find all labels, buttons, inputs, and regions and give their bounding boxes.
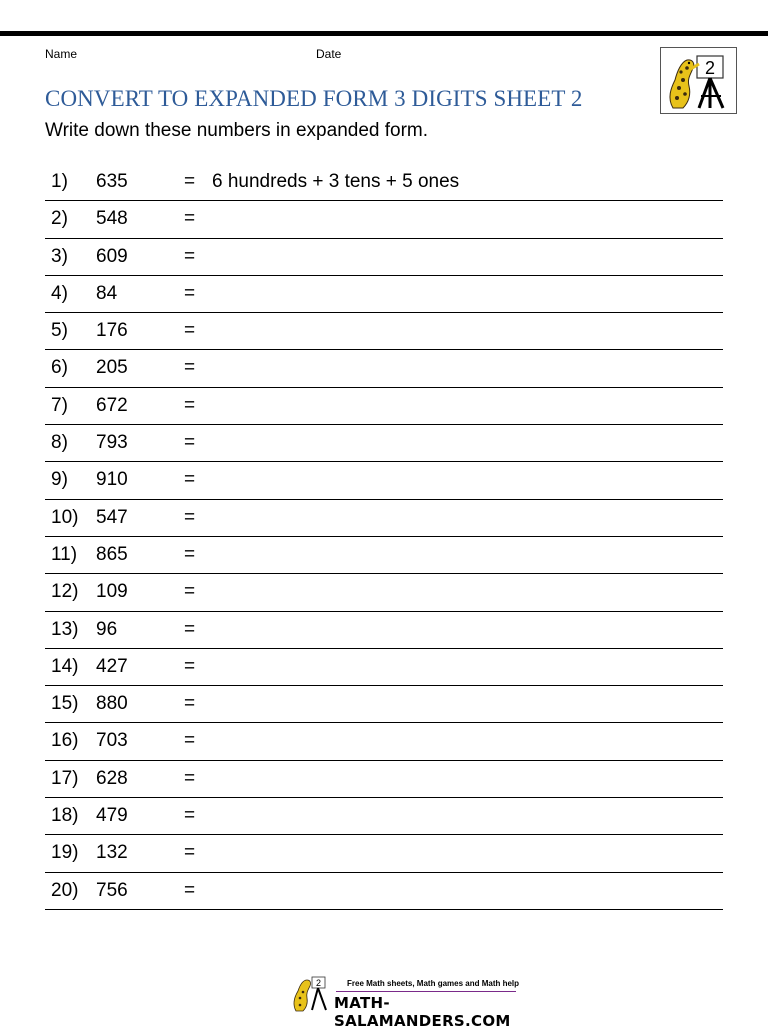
question-number: 15) [51, 693, 79, 715]
logo-badge-number: 2 [704, 58, 716, 78]
question-row [45, 388, 723, 425]
question-row [45, 835, 723, 872]
question-row [45, 612, 723, 649]
question-value: 548 [96, 208, 128, 230]
question-number: 8) [51, 432, 68, 454]
equals-sign: = [184, 245, 196, 267]
question-row [45, 276, 723, 313]
question-row [45, 649, 723, 686]
question-value: 628 [96, 767, 128, 789]
page-title: CONVERT TO EXPANDED FORM 3 DIGITS SHEET 2 [45, 86, 583, 111]
question-number: 14) [51, 655, 79, 677]
equals-sign: = [184, 432, 196, 454]
question-value: 793 [96, 432, 128, 454]
question-value: 703 [96, 730, 128, 752]
question-value: 96 [96, 618, 118, 640]
question-row [45, 798, 723, 835]
question-number: 17) [51, 767, 79, 789]
question-row [45, 723, 723, 760]
footer-tagline: Free Math sheets, Math games and Math help [347, 979, 520, 988]
question-row [45, 873, 723, 910]
question-row [45, 201, 723, 238]
equals-sign: = [184, 543, 196, 565]
equals-sign: = [184, 842, 196, 864]
question-number: 3) [51, 245, 68, 267]
question-value: 205 [96, 357, 128, 379]
question-row [45, 500, 723, 537]
equals-sign: = [184, 282, 196, 304]
question-number: 11) [51, 543, 78, 565]
question-number: 10) [51, 506, 79, 528]
question-number: 2) [51, 208, 68, 230]
question-row [45, 164, 723, 201]
question-row [45, 686, 723, 723]
equals-sign: = [184, 693, 196, 715]
question-number: 18) [51, 805, 79, 827]
question-number: 4) [51, 282, 68, 304]
question-number: 19) [51, 842, 79, 864]
question-value: 635 [96, 171, 128, 192]
equals-sign: = [184, 506, 196, 528]
question-value: 132 [96, 842, 128, 864]
salamander-icon [661, 48, 736, 113]
footer-site-name: MATH-SALAMANDERS.COM [334, 994, 511, 1030]
question-number: 13) [51, 618, 79, 640]
question-number: 16) [51, 730, 79, 752]
question-row [45, 350, 723, 387]
question-value: 479 [96, 805, 128, 827]
question-number: 5) [51, 320, 68, 342]
equals-sign: = [184, 879, 196, 901]
question-row [45, 537, 723, 574]
equals-sign: = [184, 767, 196, 789]
question-number: 12) [51, 581, 79, 603]
question-value: 756 [96, 879, 128, 901]
question-value: 880 [96, 693, 128, 715]
date-label: Date [316, 47, 342, 61]
equals-sign: = [184, 805, 196, 827]
question-number: 20) [51, 879, 79, 901]
question-number: 1) [51, 171, 68, 192]
question-value: 547 [96, 506, 128, 528]
question-list [45, 164, 723, 910]
question-value: 84 [96, 282, 118, 304]
question-value: 910 [96, 469, 128, 491]
footer-salamander-icon [290, 974, 334, 1014]
question-row [45, 462, 723, 499]
equals-sign: = [184, 618, 196, 640]
question-row [45, 761, 723, 798]
instruction-text: Write down these numbers in expanded form. [45, 120, 429, 141]
question-row [45, 239, 723, 276]
question-value: 672 [96, 394, 128, 416]
question-value: 427 [96, 655, 128, 677]
question-row [45, 574, 723, 611]
question-row [45, 313, 723, 350]
question-number: 9) [51, 469, 68, 491]
footer-logo [290, 974, 520, 1030]
question-value: 865 [96, 543, 128, 565]
question-row [45, 425, 723, 462]
equals-sign: = [184, 730, 196, 752]
question-value: 609 [96, 245, 128, 267]
equals-sign: = [184, 171, 196, 192]
footer-logo-badge: 2 [315, 978, 322, 988]
question-value: 176 [96, 320, 128, 342]
question-number: 6) [51, 357, 68, 379]
name-label: Name [45, 47, 78, 61]
equals-sign: = [184, 357, 196, 379]
equals-sign: = [184, 394, 196, 416]
top-rule [0, 31, 768, 36]
salamander-logo [660, 47, 737, 114]
equals-sign: = [184, 208, 196, 230]
question-number: 7) [51, 394, 68, 416]
question-value: 109 [96, 581, 128, 603]
equals-sign: = [184, 655, 196, 677]
footer-divider [336, 991, 516, 992]
equals-sign: = [184, 320, 196, 342]
equals-sign: = [184, 581, 196, 603]
equals-sign: = [184, 469, 196, 491]
answer-field[interactable]: 6 hundreds + 3 tens + 5 ones [212, 171, 460, 192]
